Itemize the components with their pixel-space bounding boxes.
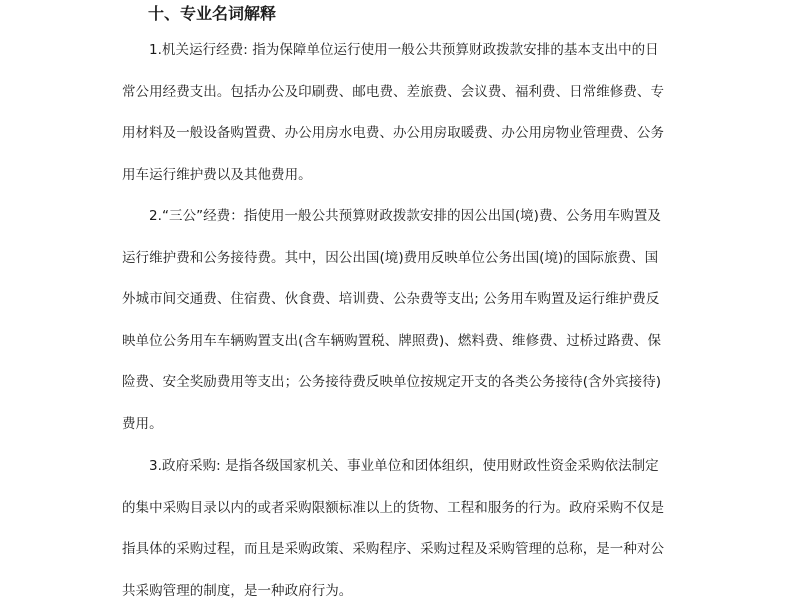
paragraph-line: 2.“三公”经费：指使用一般公共预算财政拨款安排的因公出国(境)费、公务用车购置及	[122, 196, 682, 238]
paragraph-line: 的集中采购目录以内的或者采购限额标准以上的货物、工程和服务的行为。政府采购不仅是	[122, 488, 682, 530]
paragraph-line: 用车运行维护费以及其他费用。	[122, 155, 682, 197]
paragraph-institution-operating-expenses	[122, 30, 682, 196]
paragraph-three-public-expenses	[122, 196, 682, 445]
paragraph-line: 3.政府采购: 是指各级国家机关、事业单位和团体组织，使用财政性资金采购依法制定	[122, 446, 682, 488]
paragraph-line: 映单位公务用车车辆购置支出(含车辆购置税、牌照费)、燃料费、维修费、过桥过路费、保	[122, 321, 682, 363]
paragraph-line: 险费、安全奖励费用等支出；公务接待费反映单位按规定开支的各类公务接待(含外宾接待)	[122, 362, 682, 404]
paragraph-government-procurement	[122, 446, 682, 612]
paragraph-line: 常公用经费支出。包括办公及印刷费、邮电费、差旅费、会议费、福利费、日常维修费、专	[122, 72, 682, 114]
paragraph-line: 费用。	[122, 404, 682, 446]
paragraph-line: 1.机关运行经费: 指为保障单位运行使用一般公共预算财政拨款安排的基本支出中的日	[122, 30, 682, 72]
paragraph-line: 运行维护费和公务接待费。其中，因公出国(境)费用反映单位公务出国(境)的国际旅费、国	[122, 238, 682, 280]
paragraph-line: 外城市间交通费、住宿费、伙食费、培训费、公杂费等支出; 公务用车购置及运行维护费反	[122, 279, 682, 321]
section-heading: 十、专业名词解释	[148, 2, 276, 26]
paragraph-line: 用材料及一般设备购置费、办公用房水电费、办公用房取暖费、办公用房物业管理费、公务	[122, 113, 682, 155]
paragraph-line: 共采购管理的制度，是一种政府行为。	[122, 571, 682, 612]
paragraph-line: 指具体的采购过程，而且是采购政策、采购程序、采购过程及采购管理的总称，是一种对公	[122, 529, 682, 571]
